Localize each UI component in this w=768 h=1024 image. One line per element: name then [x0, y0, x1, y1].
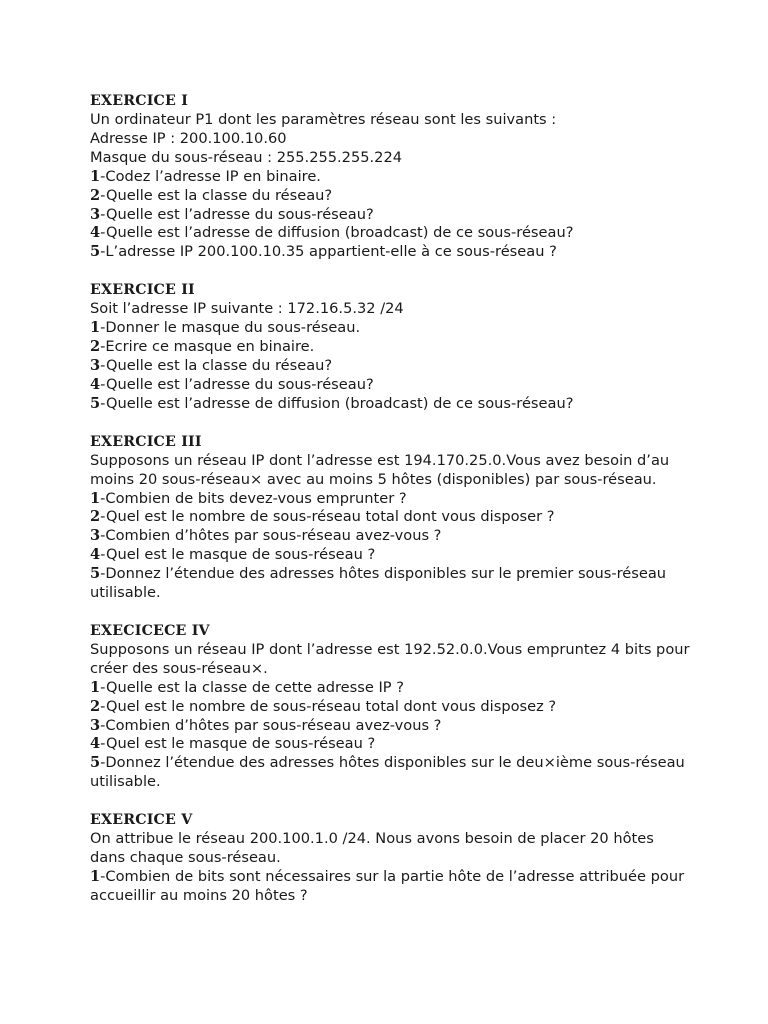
question-number: 1: [90, 167, 101, 185]
question-number: 5: [90, 394, 101, 412]
question-text: -Quelle est la classe du réseau?: [100, 186, 333, 204]
exercise-2-question-5: [90, 395, 690, 414]
question-number: 5: [90, 565, 101, 583]
exercise-1-question-5: [90, 243, 690, 262]
exercise-5-question-1: [90, 868, 690, 906]
question-text: -Quel est le masque de sous-réseau ?: [100, 546, 376, 564]
question-text: -Quel est le masque de sous-réseau ?: [100, 735, 376, 753]
question-number: 4: [90, 546, 101, 564]
exercise-3-title: EXERCICE III: [90, 433, 202, 450]
exercise-4-intro-1: Supposons un réseau IP dont l’adresse est 192.52.0.0.Vous empruntez 4 bits pour créer des sous-réseau×.: [90, 640, 690, 677]
document-page: [90, 92, 690, 925]
question-number: 2: [90, 186, 101, 204]
exercise-3-question-1: [90, 490, 690, 509]
question-number: 1: [90, 678, 101, 696]
exercise-3: [90, 433, 690, 603]
question-number: 4: [90, 735, 101, 753]
exercise-4: [90, 622, 690, 792]
exercise-5: [90, 811, 690, 906]
exercise-4-question-3: [90, 717, 690, 736]
question-number: 3: [90, 356, 101, 374]
exercise-2-intro-1: Soit l’adresse IP suivante : 172.16.5.32 /24: [90, 300, 404, 318]
exercise-4-question-4: [90, 735, 690, 754]
question-number: 2: [90, 697, 101, 715]
question-number: 1: [90, 868, 101, 885]
question-text: -Combien de bits devez-vous emprunter ?: [100, 489, 407, 507]
exercise-3-question-5: [90, 565, 690, 603]
exercise-4-question-2: [90, 698, 690, 717]
exercise-5-intro-1: On attribue le réseau 200.100.1.0 /24. Nous avons besoin de placer 20 hôtes dans chaque sous-réseau.: [90, 830, 654, 867]
question-number: 3: [90, 205, 101, 223]
question-text: -Quelle est l’adresse de diffusion (broadcast) de ce sous-réseau?: [100, 224, 574, 242]
question-number: 4: [90, 375, 101, 393]
exercise-3-intro-1: Supposons un réseau IP dont l’adresse est 194.170.25.0.Vous avez besoin d’au moins 20 sous-réseau× avec au moins 5 hôtes (disponibles) par sous-réseau.: [90, 451, 670, 488]
exercise-1-title: EXERCICE I: [90, 93, 189, 109]
question-number: 1: [90, 319, 101, 337]
question-text: -Quel est le nombre de sous-réseau total dont vous disposez ?: [100, 697, 557, 715]
question-text: -Combien d’hôtes par sous-réseau avez-vous ?: [100, 716, 442, 734]
question-text: -Quelle est l’adresse de diffusion (broadcast) de ce sous-réseau?: [100, 394, 574, 412]
exercise-1-intro-2: Adresse IP : 200.100.10.60: [90, 129, 287, 147]
question-text: -Combien de bits sont nécessaires sur la partie hôte de l’adresse attribuée pour accueillir au moins 20 hôtes ?: [90, 868, 685, 904]
question-text: -Codez l’adresse IP en binaire.: [100, 167, 321, 185]
exercise-1-intro-3: Masque du sous-réseau : 255.255.255.224: [90, 148, 403, 166]
exercise-4-question-1: [90, 679, 690, 698]
question-number: 4: [90, 224, 101, 242]
exercise-4-title: EXECICECE IV: [90, 622, 210, 639]
question-number: 3: [90, 527, 101, 545]
question-number: 1: [90, 489, 101, 507]
exercise-5-title: EXERCICE V: [90, 812, 193, 829]
exercise-1: [90, 92, 690, 262]
exercise-3-question-3: [90, 527, 690, 546]
question-number: 5: [90, 243, 101, 261]
question-text: -Ecrire ce masque en binaire.: [100, 338, 315, 356]
question-number: 2: [90, 508, 101, 526]
exercise-3-question-2: [90, 508, 690, 527]
question-text: -Donnez l’étendue des adresses hôtes disponibles sur le deu×ième sous-réseau utilisable.: [90, 754, 685, 791]
question-text: -Quelle est l’adresse du sous-réseau?: [100, 205, 374, 223]
question-text: -Quelle est l’adresse du sous-réseau?: [100, 375, 374, 393]
question-text: -Donner le masque du sous-réseau.: [100, 319, 361, 337]
question-text: -Quel est le nombre de sous-réseau total dont vous disposer ?: [100, 508, 555, 526]
question-text: -Quelle est la classe de cette adresse IP ?: [100, 678, 404, 696]
exercise-1-question-3: [90, 206, 690, 225]
exercise-2-question-3: [90, 357, 690, 376]
question-text: -L’adresse IP 200.100.10.35 appartient-elle à ce sous-réseau ?: [100, 243, 557, 261]
exercise-4-question-5: [90, 754, 690, 792]
question-number: 3: [90, 716, 101, 734]
exercise-1-intro-1: Un ordinateur P1 dont les paramètres réseau sont les suivants :: [90, 111, 557, 128]
question-number: 2: [90, 338, 101, 356]
question-text: -Quelle est la classe du réseau?: [100, 356, 333, 374]
exercise-1-question-2: [90, 187, 690, 206]
exercise-1-question-1: [90, 168, 690, 187]
question-text: -Donnez l’étendue des adresses hôtes disponibles sur le premier sous-réseau utilisable.: [90, 565, 667, 602]
exercise-2-title: EXERCICE II: [90, 282, 195, 299]
exercise-3-question-4: [90, 546, 690, 565]
exercise-2: [90, 281, 690, 413]
question-text: -Combien d’hôtes par sous-réseau avez-vous ?: [100, 527, 442, 545]
exercise-2-question-1: [90, 319, 690, 338]
question-number: 5: [90, 754, 101, 772]
exercise-2-question-4: [90, 376, 690, 395]
exercise-2-question-2: [90, 338, 690, 357]
exercise-1-question-4: [90, 224, 690, 243]
